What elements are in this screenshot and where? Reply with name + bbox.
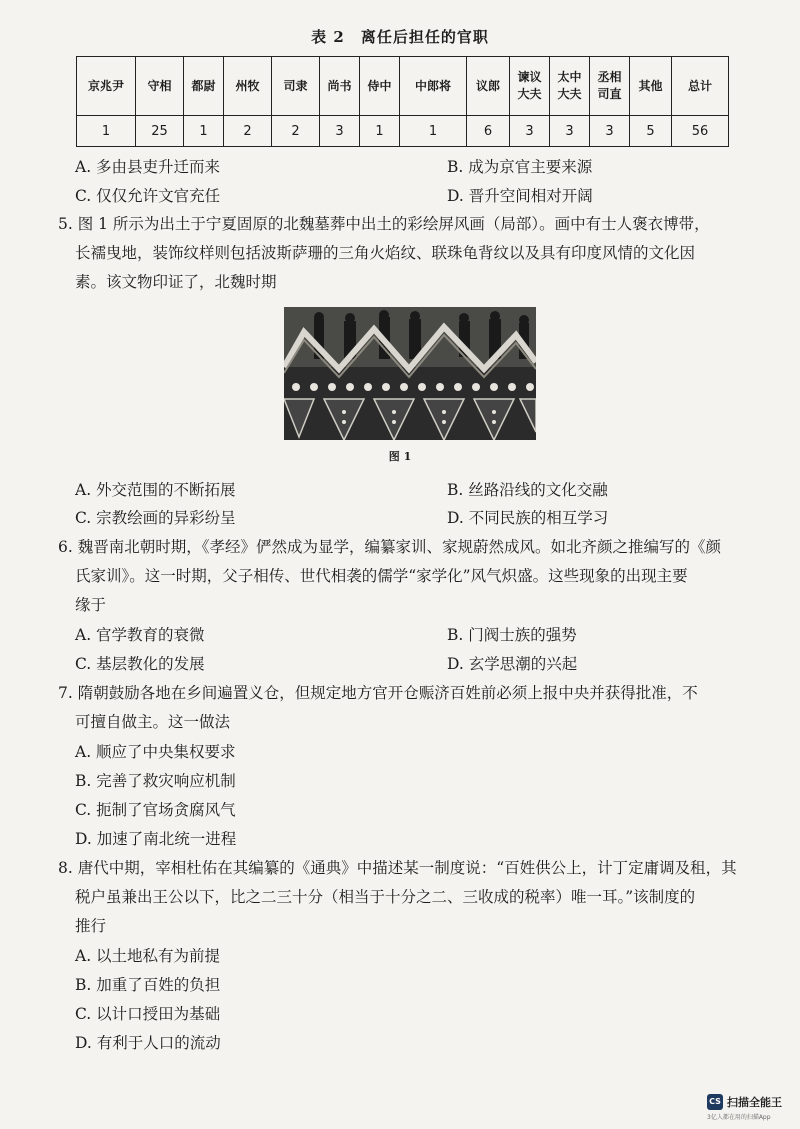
- table-header-cell: [224, 57, 272, 116]
- table-values-row: [77, 116, 729, 147]
- table-header-text: 都尉: [191, 78, 216, 93]
- table-value-cell: 1: [184, 116, 224, 147]
- q8-stem-line3: 推行: [75, 917, 107, 935]
- table-value-cell: 3: [320, 116, 360, 147]
- q7-stem-line2: 可擅自做主。这一做法: [75, 713, 231, 731]
- camscanner-logo-icon: CS: [707, 1094, 723, 1110]
- q8-stem-line2: 税户虽兼出王公以下，比之二三十分（相当于十分之二、三收成的税率）唯一耳。”该制度的: [75, 888, 696, 906]
- q7-option-b[interactable]: B. 完善了救灾响应机制: [75, 772, 236, 790]
- q7-option-a[interactable]: A. 顺应了中央集权要求: [75, 743, 236, 761]
- table-header-cell: [77, 57, 136, 116]
- table-value-cell: 56: [672, 116, 729, 147]
- q5-option-a[interactable]: A. 外交范围的不断拓展: [75, 481, 236, 499]
- q7-option-c[interactable]: C. 扼制了官场贪腐风气: [75, 801, 236, 819]
- table-header-text: 尚书: [327, 78, 352, 93]
- q4-option-a[interactable]: A. 多由县吏升迁而来: [75, 158, 221, 176]
- table-value-cell: 25: [136, 116, 184, 147]
- table-value-cell: 1: [77, 116, 136, 147]
- table-header-text: 其他: [638, 78, 663, 93]
- table-header-text: 大夫: [557, 87, 582, 101]
- q8-option-a[interactable]: A. 以土地私有为前提: [75, 947, 221, 965]
- q6-stem-line3: 缘于: [75, 596, 107, 614]
- q5-option-c[interactable]: C. 宗教绘画的异彩纷呈: [75, 509, 236, 527]
- table-header-cell: [467, 57, 510, 116]
- q8-option-c[interactable]: C. 以计口授田为基础: [75, 1005, 221, 1023]
- table-header-text: 司隶: [283, 78, 308, 93]
- q7-option-d[interactable]: D. 加速了南北统一进程: [75, 830, 237, 848]
- table-header-text: 中郎将: [414, 78, 451, 93]
- q7-stem-line1: 7. 隋朝鼓励各地在乡间遍置义仓，但规定地方官开仓赈济百姓前必须上报中央并获得批准，不: [58, 684, 698, 702]
- table-header-text: 京兆尹: [87, 78, 124, 93]
- table-header-text: 太中: [557, 70, 582, 84]
- q5-stem-line1: 5. 图 1 所示为出土于宁夏固原的北魏墓葬中出土的彩绘屏风画（局部）。画中有士人褒衣博带，: [58, 215, 710, 233]
- q5-option-d[interactable]: D. 不同民族的相互学习: [447, 509, 609, 527]
- q5-option-b[interactable]: B. 丝路沿线的文化交融: [447, 481, 608, 499]
- table-value-cell: 6: [467, 116, 510, 147]
- q4-option-b[interactable]: B. 成为京官主要来源: [447, 158, 593, 176]
- table-value-cell: 1: [400, 116, 467, 147]
- table-header-cell: [136, 57, 184, 116]
- table-value-cell: 1: [360, 116, 400, 147]
- q4-option-d[interactable]: D. 晋升空间相对开阔: [447, 187, 593, 205]
- q6-option-d[interactable]: D. 玄学思潮的兴起: [447, 655, 578, 673]
- table-header-cell: [272, 57, 320, 116]
- q5-stem-line2: 长襦曳地，装饰纹样则包括波斯萨珊的三角火焰纹、联珠龟背纹以及具有印度风情的文化因: [75, 244, 696, 262]
- table-header-text: 丞相: [597, 70, 622, 84]
- table-header-text: 州牧: [235, 78, 260, 93]
- screen-painting-image: [284, 307, 536, 440]
- table-header-cell: [550, 57, 590, 116]
- q4-option-c[interactable]: C. 仅仅允许文官充任: [75, 187, 221, 205]
- watermark-subtitle: 3亿人都在用的扫描App: [707, 1114, 771, 1121]
- table-value-cell: 5: [630, 116, 672, 147]
- table-header-row: [77, 57, 729, 116]
- table-value-cell: 2: [224, 116, 272, 147]
- table-header-cell: [510, 57, 550, 116]
- figure-caption: 图 1: [388, 450, 412, 463]
- officials-table: [76, 56, 729, 147]
- table-header-text: 大夫: [517, 87, 542, 101]
- table-header-text: 议郎: [475, 78, 500, 93]
- table-header-text: 守相: [147, 78, 172, 93]
- table-value-cell: 3: [550, 116, 590, 147]
- table-header-cell: [360, 57, 400, 116]
- watermark-name: 扫描全能王: [727, 1096, 782, 1109]
- scanner-watermark: [705, 1090, 795, 1122]
- table-header-text: 侍中: [367, 78, 392, 93]
- table-value-cell: 3: [590, 116, 630, 147]
- table-caption: 表 2 离任后担任的官职: [311, 28, 489, 46]
- q6-option-b[interactable]: B. 门阀士族的强势: [447, 626, 577, 644]
- table-header-cell: [672, 57, 729, 116]
- q8-option-d[interactable]: D. 有利于人口的流动: [75, 1034, 221, 1052]
- q8-option-b[interactable]: B. 加重了百姓的负担: [75, 976, 221, 994]
- table-header-cell: [400, 57, 467, 116]
- table-header-text: 司直: [597, 87, 622, 101]
- q6-stem-line1: 6. 魏晋南北朝时期，《孝经》俨然成为显学，编纂家训、家规蔚然成风。如北齐颜之推编写的《颜: [58, 538, 721, 556]
- table-value-cell: 2: [272, 116, 320, 147]
- q8-stem-line1: 8. 唐代中期，宰相杜佑在其编纂的《通典》中描述某一制度说：“百姓供公上，计丁定庸调及租，其: [58, 859, 737, 877]
- q6-stem-line2: 氏家训》。这一时期，父子相传、世代相袭的儒学“家学化”风气炽盛。这些现象的出现主要: [75, 567, 688, 585]
- table-header-cell: [320, 57, 360, 116]
- table-header-cell: [184, 57, 224, 116]
- table-header-text: 谏议: [517, 70, 542, 84]
- table-value-cell: 3: [510, 116, 550, 147]
- q6-option-c[interactable]: C. 基层教化的发展: [75, 655, 205, 673]
- q6-option-a[interactable]: A. 官学教育的衰微: [75, 626, 205, 644]
- table-header-text: 总计: [687, 78, 712, 93]
- table-header-cell: [590, 57, 630, 116]
- table-header-cell: [630, 57, 672, 116]
- q5-stem-line3: 素。该文物印证了，北魏时期: [75, 273, 277, 291]
